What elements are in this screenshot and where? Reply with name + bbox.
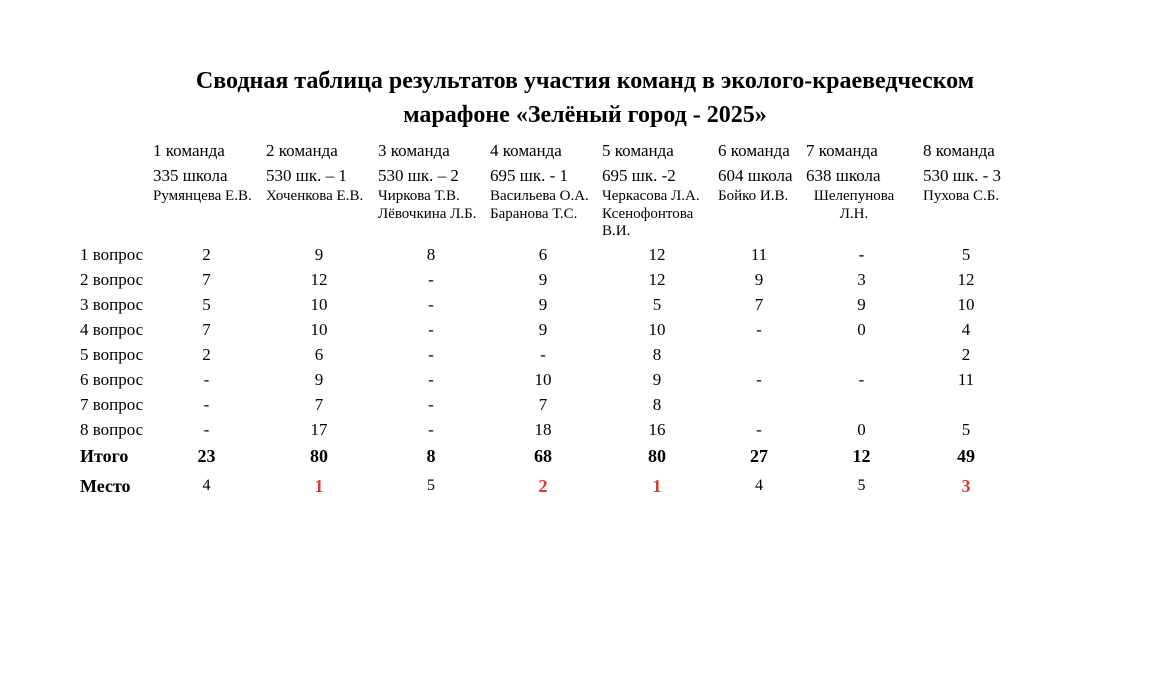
school-name: 335 школа <box>153 166 228 185</box>
score-cell: 12 <box>310 270 328 289</box>
table-row <box>80 242 1012 267</box>
score-cell: 10 <box>648 320 666 339</box>
score-cell: 12 <box>957 270 975 289</box>
team-number: 7 команда <box>806 141 878 160</box>
place-cell: 1 <box>314 476 324 496</box>
score-cell: 6 <box>538 245 548 264</box>
score-cell: 9 <box>538 320 548 339</box>
row-label: Итого <box>80 446 129 466</box>
school-name: 530 шк. - 3 <box>923 166 1002 185</box>
school-name: 530 шк. – 2 <box>378 166 459 185</box>
teacher-name: Черкасова Л.А. <box>602 188 700 204</box>
column-header-team-8 <box>920 138 1012 242</box>
teacher-name: Пухова С.Б. <box>923 188 1000 204</box>
table-row <box>80 342 1012 367</box>
score-cell: - <box>428 345 434 364</box>
total-row <box>80 442 1012 471</box>
score-cell: 2 <box>202 245 211 264</box>
score-cell: 8 <box>426 245 436 264</box>
table-row <box>80 292 1012 317</box>
score-cell: - <box>203 370 210 389</box>
place-cell: 5 <box>427 477 435 494</box>
score-cell: 7 <box>754 295 764 314</box>
page-title-line2: марафоне «Зелёный город - 2025» <box>403 102 767 128</box>
teacher-name: Шелепунова <box>813 188 895 204</box>
place-cell: 5 <box>857 477 866 494</box>
score-cell: 4 <box>961 320 971 339</box>
score-cell: 9 <box>754 270 764 289</box>
table-header-row <box>80 138 1012 242</box>
score-cell: 7 <box>538 395 548 414</box>
row-label: 5 вопрос <box>80 345 144 364</box>
score-cell: - <box>428 270 434 289</box>
score-cell: 2 <box>961 345 971 364</box>
results-table <box>80 138 1012 501</box>
teacher-names <box>266 188 375 206</box>
score-cell: 10 <box>310 320 328 339</box>
place-cell: 4 <box>202 477 211 494</box>
score-cell: 7 <box>202 270 211 289</box>
score-cell: - <box>428 370 434 389</box>
score-cell <box>920 392 1012 417</box>
column-header-team-5 <box>599 138 715 242</box>
teacher-names <box>923 188 1012 206</box>
row-label: Место <box>80 476 131 496</box>
score-cell: - <box>858 370 865 389</box>
score-cell: 8 <box>652 395 662 414</box>
score-cell: 2 <box>202 345 211 364</box>
score-cell: 9 <box>857 295 866 314</box>
total-cell: 27 <box>750 446 768 466</box>
teacher-name: Лёвочкина Л.Б. <box>378 205 477 222</box>
score-cell: - <box>428 395 434 414</box>
school-name: 604 школа <box>718 166 793 185</box>
score-cell: 10 <box>957 295 975 314</box>
total-cell: 12 <box>852 446 871 466</box>
teacher-name: Чиркова Т.В. <box>378 188 460 204</box>
team-number: 1 команда <box>153 141 225 160</box>
teacher-name: Хоченкова Е.В. <box>266 188 364 204</box>
score-cell <box>715 392 803 417</box>
score-cell: 0 <box>857 320 866 339</box>
place-cell: 3 <box>961 476 971 496</box>
score-cell: - <box>756 420 762 439</box>
teacher-name: Л.Н. <box>839 205 869 222</box>
place-row <box>80 471 1012 501</box>
score-cell: 18 <box>534 420 552 439</box>
score-cell <box>803 342 920 367</box>
column-header-team-1 <box>150 138 263 242</box>
total-cell: 23 <box>197 446 216 466</box>
teacher-names <box>718 188 803 206</box>
column-header-team-2 <box>263 138 375 242</box>
teacher-name: Ксенофонтова <box>602 205 694 222</box>
row-label: 3 вопрос <box>80 295 144 314</box>
score-cell: 5 <box>652 295 662 314</box>
score-cell: 7 <box>202 320 211 339</box>
score-cell: 10 <box>534 370 552 389</box>
score-cell: 0 <box>857 420 866 439</box>
total-cell: 49 <box>957 446 975 466</box>
row-label: 2 вопрос <box>80 270 144 289</box>
score-cell: 3 <box>857 270 866 289</box>
team-number: 3 команда <box>378 141 450 160</box>
teacher-name: Васильева О.А. <box>490 188 589 204</box>
teacher-names <box>378 188 487 223</box>
score-cell: 9 <box>314 245 324 264</box>
score-cell: 12 <box>648 270 666 289</box>
row-label: 6 вопрос <box>80 370 144 389</box>
total-cell: 68 <box>534 446 552 466</box>
score-cell <box>715 342 803 367</box>
score-cell: 7 <box>314 395 324 414</box>
score-cell: 12 <box>648 245 666 264</box>
table-row <box>80 417 1012 442</box>
score-cell: - <box>756 370 762 389</box>
total-cell: 80 <box>648 446 666 466</box>
score-cell: 5 <box>961 420 971 439</box>
teacher-name: Баранова Т.С. <box>490 205 578 222</box>
score-cell: 17 <box>310 420 328 439</box>
place-cell: 1 <box>652 476 662 496</box>
score-cell: 10 <box>310 295 328 314</box>
school-name: 530 шк. – 1 <box>266 166 347 185</box>
teacher-names <box>602 188 715 241</box>
table-row <box>80 267 1012 292</box>
column-header-team-6 <box>715 138 803 242</box>
row-label: 4 вопрос <box>80 320 144 339</box>
score-cell: 8 <box>652 345 662 364</box>
score-cell: 5 <box>961 245 971 264</box>
score-cell: 11 <box>957 370 975 389</box>
score-cell: - <box>428 420 434 439</box>
page <box>0 64 1170 700</box>
score-cell: 6 <box>314 345 324 364</box>
score-cell: - <box>428 295 434 314</box>
row-label: 8 вопрос <box>80 420 144 439</box>
school-name: 695 шк. - 1 <box>490 166 569 185</box>
score-cell: 5 <box>202 295 211 314</box>
score-cell: 16 <box>648 420 666 439</box>
row-label: 7 вопрос <box>80 395 144 414</box>
row-label: 1 вопрос <box>80 245 144 264</box>
page-title <box>55 64 1115 132</box>
teacher-name: В.И. <box>602 223 631 239</box>
page-title-line1: Сводная таблица результатов участия команд в эколого-краеведческом <box>195 68 975 94</box>
column-header-team-4 <box>487 138 599 242</box>
table-row <box>80 367 1012 392</box>
table-row <box>80 317 1012 342</box>
place-cell: 4 <box>755 477 763 494</box>
score-cell: 9 <box>652 370 662 389</box>
total-cell: 8 <box>426 446 436 466</box>
teacher-name: Бойко И.В. <box>718 188 789 204</box>
score-cell: - <box>428 320 434 339</box>
score-cell: 9 <box>314 370 324 389</box>
score-cell: 9 <box>538 270 548 289</box>
score-cell: - <box>203 420 210 439</box>
team-number: 5 команда <box>602 141 674 160</box>
score-cell: 9 <box>538 295 548 314</box>
table-row <box>80 392 1012 417</box>
score-cell: - <box>540 345 546 364</box>
total-cell: 80 <box>310 446 328 466</box>
teacher-name: Румянцева Е.В. <box>153 188 252 204</box>
teacher-names <box>490 188 599 223</box>
teacher-names <box>153 188 263 206</box>
score-cell: - <box>756 320 762 339</box>
team-number: 4 команда <box>490 141 562 160</box>
teacher-names <box>806 188 920 223</box>
school-name: 695 шк. -2 <box>602 166 676 185</box>
score-cell: - <box>203 395 210 414</box>
school-name: 638 школа <box>806 166 881 185</box>
score-cell: 11 <box>750 245 768 264</box>
column-header-team-7 <box>803 138 920 242</box>
column-header-team-3 <box>375 138 487 242</box>
score-cell: - <box>858 245 865 264</box>
table-corner <box>80 138 150 242</box>
team-number: 2 команда <box>266 141 338 160</box>
team-number: 6 команда <box>718 141 790 160</box>
team-number: 8 команда <box>923 141 995 160</box>
score-cell <box>803 392 920 417</box>
place-cell: 2 <box>538 476 548 496</box>
